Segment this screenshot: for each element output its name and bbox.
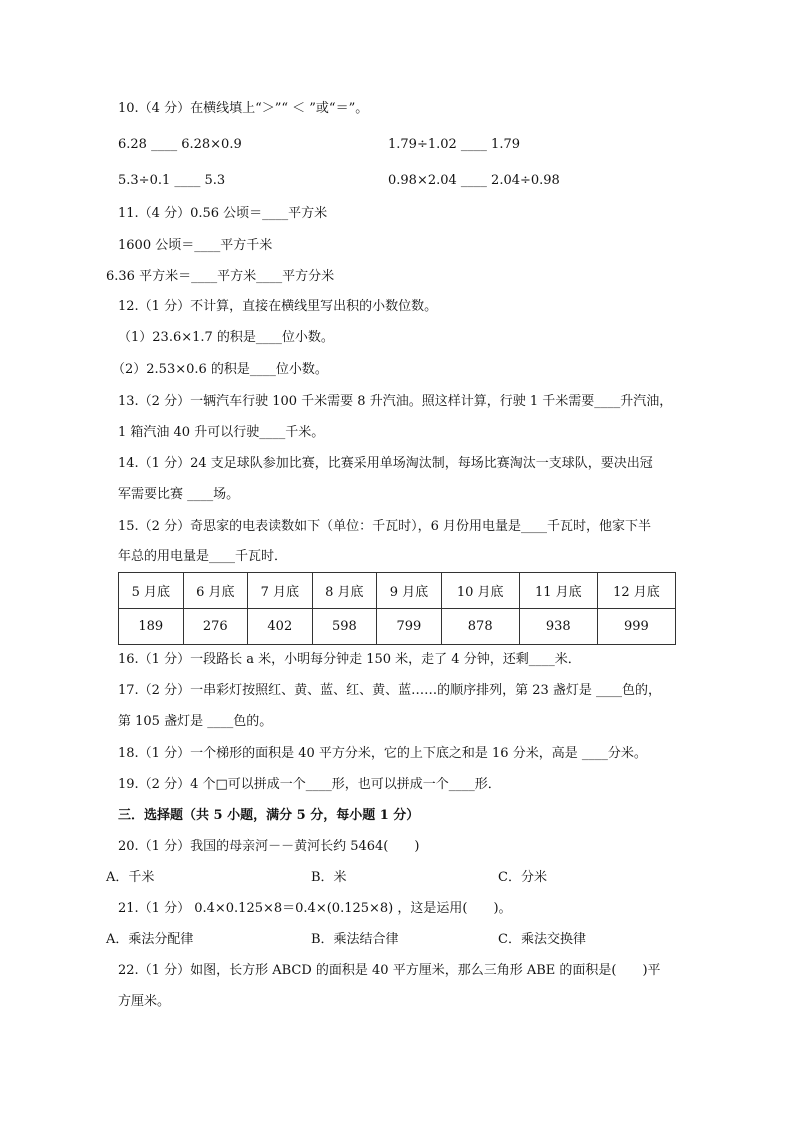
table-header-cell: 5 月底 — [119, 573, 184, 609]
q10-item-3: 5.3÷0.1 ____ 5.3 — [118, 173, 226, 188]
q14-line2: 军需要比赛 ____场。 — [118, 487, 240, 502]
table-header-cell: 10 月底 — [441, 573, 519, 609]
q20-stem: 20.（1 分）我国的母亲河－－黄河长约 5464( ) — [118, 839, 420, 854]
table-cell: 799 — [377, 609, 442, 645]
q16-text: 16.（1 分）一段路长 a 米，小明每分钟走 150 米，走了 4 分钟，还剩____米． — [118, 652, 581, 667]
q10-stem: 10.（4 分）在横线填上“＞”“ ＜ ”或“＝”。 — [118, 101, 369, 116]
q11-stem: 11.（4 分）0.56 公顷＝____平方米 — [118, 206, 328, 221]
table-cell: 938 — [519, 609, 597, 645]
q21-option-a: A．乘法分配律 — [106, 932, 194, 947]
table-header-cell: 12 月底 — [597, 573, 675, 609]
q17-line2: 第 105 盏灯是 ____色的。 — [118, 714, 273, 729]
q13-line2: 1 箱汽油 40 升可以行驶____千米。 — [118, 425, 325, 440]
q13-line1: 13.（2 分）一辆汽车行驶 100 千米需要 8 升汽油。照这样计算，行驶 1 千米需要____升汽油， — [118, 394, 673, 409]
table-cell: 276 — [183, 609, 248, 645]
q19-text: 19.（2 分）4 个□可以拼成一个____形，也可以拼成一个____形． — [118, 777, 501, 792]
table-header-cell: 9 月底 — [377, 573, 442, 609]
q21-option-c: C．乘法交换律 — [498, 932, 586, 947]
q12-sub2: （2）2.53×0.6 的积是____位小数。 — [112, 362, 328, 377]
q20-option-b: B．米 — [311, 870, 347, 885]
table-header-cell: 8 月底 — [312, 573, 377, 609]
section-heading: 三．选择题（共 5 小题，满分 5 分，每小题 1 分） — [118, 808, 420, 823]
q22-line2: 方厘米。 — [118, 994, 171, 1009]
table-header-cell: 11 月底 — [519, 573, 597, 609]
q11-line3: 6.36 平方米＝____平方米____平方分米 — [106, 269, 335, 284]
q10-item-4: 0.98×2.04 ____ 2.04÷0.98 — [388, 173, 560, 188]
q12-sub1: （1）23.6×1.7 的积是____位小数。 — [118, 330, 334, 345]
q15-line2: 年总的用电量是____千瓦时． — [118, 549, 288, 564]
table-cell: 402 — [248, 609, 313, 645]
q15-line1: 15.（2 分）奇思家的电表读数如下（单位：千瓦时），6 月份用电量是____千瓦时，他家下半 — [118, 519, 651, 534]
table-header-cell: 7 月底 — [248, 573, 313, 609]
q21-option-b: B．乘法结合律 — [311, 932, 399, 947]
q20-option-c: C．分米 — [498, 870, 547, 885]
q11-line2: 1600 公顷＝____平方千米 — [118, 238, 273, 253]
q18-text: 18.（1 分）一个梯形的面积是 40 平方分米，它的上下底之和是 16 分米，高是 ____分米。 — [118, 746, 647, 761]
table-cell: 999 — [597, 609, 675, 645]
q10-item-1: 6.28 ____ 6.28×0.9 — [118, 137, 242, 152]
q17-line1: 17.（2 分）一串彩灯按照红、黄、蓝、红、黄、蓝……的顺序排列，第 23 盏灯是 ____色的， — [118, 683, 662, 698]
q12-stem: 12.（1 分）不计算，直接在横线里写出积的小数位数。 — [118, 299, 438, 314]
table-cell: 189 — [119, 609, 184, 645]
table-header-row — [119, 573, 676, 609]
meter-reading-table — [118, 572, 676, 645]
q10-item-2: 1.79÷1.02 ____ 1.79 — [388, 137, 520, 152]
table-row — [119, 609, 676, 645]
table-header-cell: 6 月底 — [183, 573, 248, 609]
q21-stem: 21.（1 分） 0.4×0.125×8＝0.4×(0.125×8) ，这是运用( )。 — [118, 901, 512, 916]
q22-line1: 22.（1 分）如图，长方形 ABCD 的面积是 40 平方厘米，那么三角形 ABE 的面积是( )平 — [118, 963, 661, 978]
table-cell: 598 — [312, 609, 377, 645]
q20-option-a: A．千米 — [106, 870, 155, 885]
q14-line1: 14.（1 分）24 支足球队参加比赛，比赛采用单场淘汰制，每场比赛淘汰一支球队，要决出冠 — [118, 456, 653, 471]
table-cell: 878 — [441, 609, 519, 645]
